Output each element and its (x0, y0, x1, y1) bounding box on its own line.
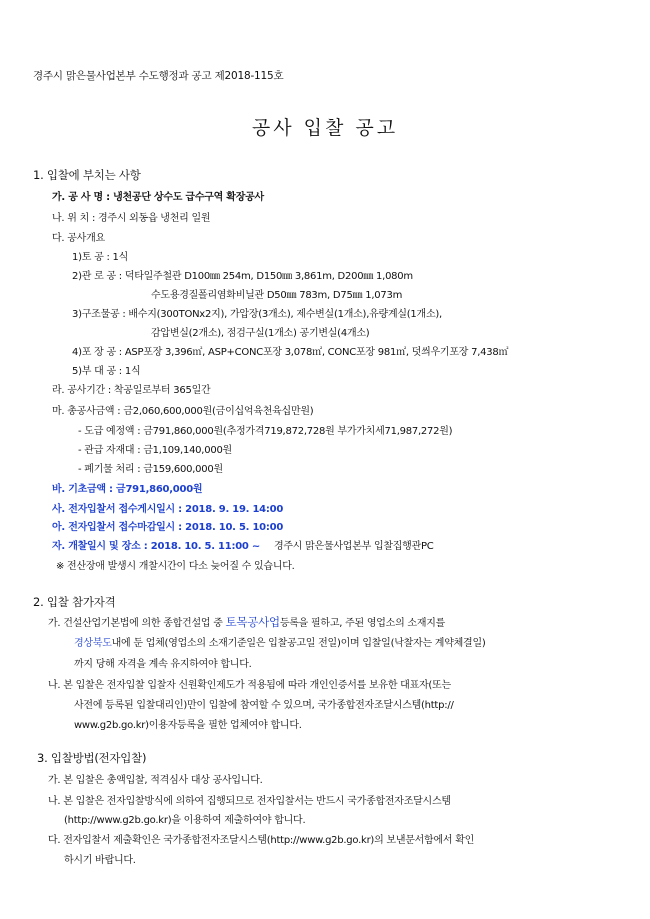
bid-method-line-2: (http://www.g2b.go.kr)을 이용하여 제출하여야 합니다. (64, 815, 306, 826)
overview-pipeline: 2)관 로 공 : 덕타일주철관 D100㎜ 254m, D150㎜ 3,861m, D200㎜ 1,080m (72, 271, 413, 282)
notice-number: 경주시 맑은물사업본부 수도행정과 공고 제2018-115호 (33, 70, 284, 82)
page-title: 공사 입찰 공고 (251, 117, 399, 139)
bid-open-datetime: 사. 전자입찰서 접수게시일시 : 2018. 9. 19. 14:00 (52, 504, 284, 515)
required-license: 토목공사업 (225, 615, 280, 629)
overview-ancillary: 5)부 대 공 : 1식 (72, 366, 141, 377)
section-1-heading: 1. 입찰에 부치는 사항 (33, 168, 141, 182)
project-name: 가. 공 사 명 : 냉천공단 상수도 급수구역 확장공사 (52, 192, 264, 203)
required-region: 경상북도 (74, 638, 112, 649)
bid-method-line-1: 나. 본 입찰은 전자입찰방식에 의하여 집행되므로 전자입찰서는 반드시 국가종합전자조달시스템 (48, 796, 451, 807)
overview-paving: 4)포 장 공 : ASP포장 3,396㎡, ASP+CONC포장 3,078㎡, CONC포장 981㎡, 덧씌우기포장 7,438㎡ (72, 347, 509, 358)
identity-verification-line-1: 나. 본 입찰은 전자입찰 입찰자 신원확인제도가 적용됨에 따라 개인인증서를 보유한 대표자(또는 (48, 680, 451, 691)
qualification-text: 가. 건설산업기본법에 의한 종합건설업 중 (48, 618, 226, 629)
opening-datetime: 자. 개찰일시 및 장소 : 2018. 10. 5. 11:00 ~ (52, 541, 260, 552)
bid-close-datetime: 아. 전자입찰서 접수마감일시 : 2018. 10. 5. 10:00 (52, 522, 284, 533)
materials-cost: - 관급 자재대 : 금1,109,140,000원 (78, 445, 232, 456)
overview-structures: 3)구조물공 : 배수지(300TONx2지), 가압장(3개소), 제수변실(1개소),유량계실(1개소), (72, 309, 442, 320)
construction-period: 라. 공사기간 : 착공일로부터 365일간 (52, 385, 211, 396)
identity-verification-line-2: 사전에 등록된 입찰대리인)만이 입찰에 참여할 수 있으며, 국가종합전자조달시스템(http:// (74, 700, 454, 711)
qualification-text-cont: 등록을 필하고, 주된 영업소의 소재지를 (279, 618, 446, 629)
qualification-line-1 (48, 614, 445, 630)
section-2-heading: 2. 입찰 참가자격 (33, 595, 116, 609)
section-3-heading: 3. 입찰방법(전자입찰) (37, 751, 147, 765)
base-amount: 바. 기초금액 : 금791,860,000원 (52, 484, 203, 495)
waste-disposal-cost: - 폐기물 처리 : 금159,600,000원 (78, 464, 223, 475)
opening-place: 경주시 맑은물사업본부 입찰집행관PC (273, 541, 434, 552)
overview-pipeline-cont: 수도용경질폴리염화비닐관 D50㎜ 783m, D75㎜ 1,073m (151, 290, 403, 301)
submission-check-line-1: 다. 전자입찰서 제출확인은 국가종합전자조달시스템(http://www.g2b.go.kr)의 보낸문서함에서 확인 (48, 835, 475, 846)
qualification-line-3: 까지 당해 자격을 계속 유지하여야 합니다. (74, 659, 252, 670)
qualification-text-region: 내에 둔 업체(영업소의 소재기준일은 입찰공고일 전일)이며 입찰일(낙찰자는 계약체결일) (111, 638, 486, 649)
bid-type: 가. 본 입찰은 총액입찰, 적격심사 대상 공사입니다. (48, 775, 263, 786)
total-cost: 마. 총공사금액 : 금2,060,600,000원(금이십억육천육십만원) (52, 406, 314, 417)
overview-structures-cont: 감압변실(2개소), 점검구실(1개소) 공기변실(4개소) (151, 328, 370, 339)
submission-check-line-2: 하시기 바랍니다. (64, 855, 136, 866)
outage-note: ※ 전산장애 발생시 개찰시간이 다소 늦어질 수 있습니다. (56, 561, 295, 572)
qualification-line-2 (74, 634, 486, 649)
project-overview-heading: 다. 공사개요 (52, 233, 105, 244)
project-location: 나. 위 치 : 경주시 외동읍 냉천리 일원 (52, 213, 211, 224)
identity-verification-line-3: www.g2b.go.kr)이용자등록을 필한 업체여야 합니다. (74, 720, 302, 731)
contract-estimate: - 도급 예정액 : 금791,860,000원(추정가격719,872,728원 부가가치세71,987,272원) (78, 426, 453, 437)
overview-earthwork: 1)토 공 : 1식 (72, 252, 129, 263)
opening-schedule (52, 537, 434, 552)
